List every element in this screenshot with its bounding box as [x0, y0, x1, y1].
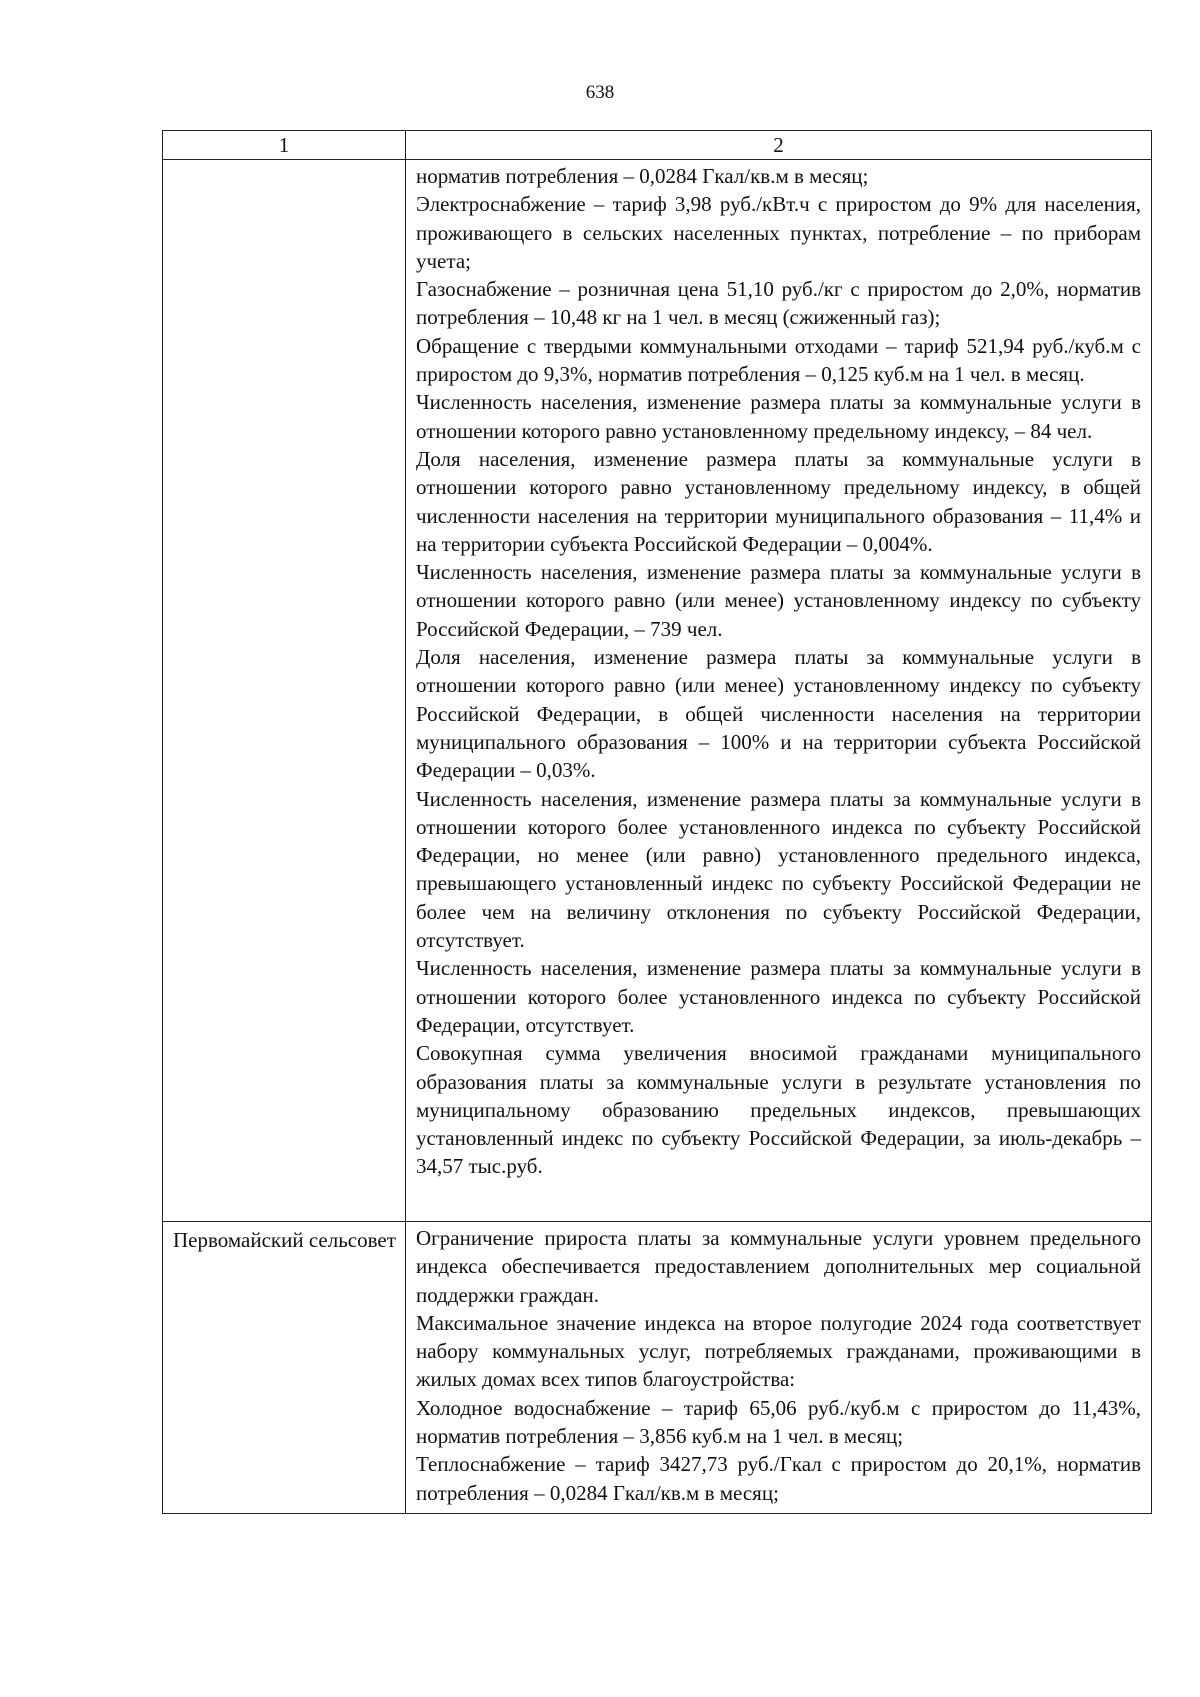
paragraph: Численность населения, изменение размера платы за коммунальные услуги в отношении которого равно (или менее) установленному индексу по субъекту Российской Федерации, – 739 чел.	[416, 560, 1141, 641]
paragraph: Теплоснабжение – тариф 3427,73 руб./Гкал с приростом до 20,1%, норматив потребления – 0,0284 Гкал/кв.м в месяц;	[416, 1452, 1141, 1505]
column-header-2: 2	[406, 131, 1152, 160]
page-number: 638	[585, 82, 615, 103]
tariff-table	[162, 130, 1152, 1514]
tariff-description-cell	[406, 1222, 1152, 1514]
paragraph: Численность населения, изменение размера платы за коммунальные услуги в отношении которого более установленного индекса по субъекту Российской Федерации, отсутствует.	[416, 956, 1141, 1037]
paragraph: Совокупная сумма увеличения вносимой гражданами муниципального образования платы за коммунальные услуги в результате установления по муниципальному образованию предельных индексов, превышающих установленный индекс по субъекту Российской Федерации, за июль-декабрь – 34,57 тыс.руб.	[416, 1041, 1141, 1179]
paragraph: Газоснабжение – розничная цена 51,10 руб./кг с приростом до 2,0%, норматив потребления – 10,48 кг на 1 чел. в месяц (сжиженный газ);	[416, 277, 1141, 330]
table-header-row	[163, 131, 1152, 160]
paragraph: Холодное водоснабжение – тариф 65,06 руб./куб.м с приростом до 11,43%, норматив потребления – 3,856 куб.м на 1 чел. в месяц;	[416, 1395, 1141, 1449]
table-row	[163, 160, 1152, 1222]
table-row	[163, 1222, 1152, 1514]
paragraph: Обращение с твердыми коммунальными отходами – тариф 521,94 руб./куб.м с приростом до 9,3%, норматив потребления – 0,125 куб.м на 1 чел. в месяц.	[416, 333, 1141, 387]
paragraph: Доля населения, изменение размера платы за коммунальные услуги в отношении которого равно установленному предельному индексу, в общей численности населения на территории муниципального образования – 11,4% и на территории субъекта Российской Федерации – 0,004%.	[416, 446, 1141, 556]
tariff-description-cell	[406, 160, 1152, 1222]
paragraph: норматив потребления – 0,0284 Гкал/кв.м в месяц;	[416, 164, 869, 188]
paragraph: Численность населения, изменение размера платы за коммунальные услуги в отношении которого равно установленному предельному индексу, – 84 чел.	[416, 390, 1141, 443]
municipality-name-cell	[163, 160, 406, 1222]
paragraph: Ограничение прироста платы за коммунальные услуги уровнем предельного индекса обеспечивается предоставлением дополнительных мер социальной поддержки граждан.	[416, 1226, 1141, 1307]
paragraph: Максимальное значение индекса на второе полугодие 2024 года соответствует набору коммунальных услуг, потребляемых гражданами, проживающими в жилых домах всех типов благоустройства:	[416, 1310, 1141, 1392]
paragraph: Численность населения, изменение размера платы за коммунальные услуги в отношении которого более установленного индекса по субъекту Российской Федерации, но менее (или равно) установленного предельного индекса, превышающего установленный индекс по субъекту Российской Федерации не более чем на величину отклонения по субъекту Российской Федерации, отсутствует.	[416, 786, 1141, 953]
municipality-name-cell: Первомайский сельсовет	[163, 1222, 406, 1514]
column-header-1: 1	[163, 131, 406, 160]
paragraph: Доля населения, изменение размера платы за коммунальные услуги в отношении которого равно (или менее) установленному индексу по субъекту Российской Федерации, в общей численности населения на территории муниципального образования – 100% и на территории субъекта Российской Федерации – 0,03%.	[416, 645, 1141, 783]
paragraph: Электроснабжение – тариф 3,98 руб./кВт.ч с приростом до 9% для населения, проживающего в сельских населенных пунктах, потребление – по приборам учета;	[416, 192, 1141, 273]
